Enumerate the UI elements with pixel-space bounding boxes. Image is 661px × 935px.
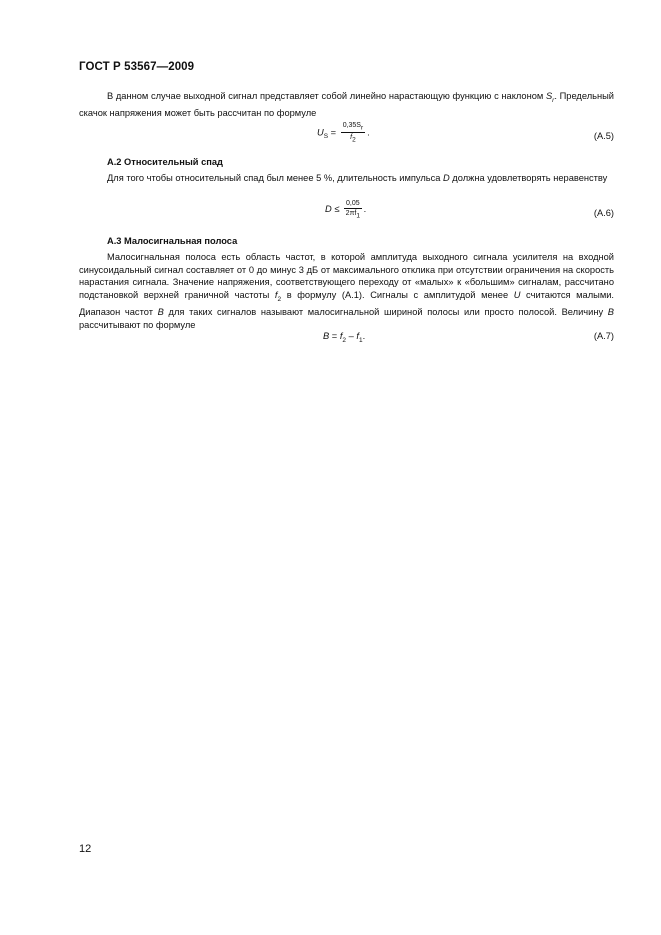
section-heading-a2: А.2 Относительный спад — [107, 157, 223, 167]
paragraph-a2: Для того чтобы относительный спад был менее 5 %, длительность импульса D должна удовлетворять неравенству — [107, 173, 608, 183]
formula-a6-label: (A.6) — [593, 208, 614, 218]
paragraph-a1-intro: В данном случае выходной сигнал представляет собой линейно нарастающую функцию с наклоном $S_r$. Предельный скачок напряжения может быть рассчитан по формуле — [79, 91, 614, 119]
formula-a7: $B = f_2 - f_1$. — [323, 331, 366, 344]
formula-a5-label: (A.5) — [593, 131, 614, 141]
formula-a5: $U_S$ = $\frac{0,35S_r}{f_2}$ . — [317, 122, 370, 144]
section-heading-a3: А.3 Малосигнальная полоса — [107, 236, 238, 246]
page-number: 12 — [79, 843, 92, 855]
paragraph-a3: Малосигнальная полоса есть область частот, в которой амплитуда выходного сигнала усилителя на входной синусоидальный сигнал составляет от 0 до минус 3 дБ от максимального отклика при отсутствии ограничения на скорость нарастания сигнала. Значение напряжения, соответствующего переходу от «малых» к «большим» сигналам, рассчитано подстановкой верхней граничной частоты $f_2$ в формулу (А.1). Сигналы с амплитудой менее U считаются малыми. Диапазон частот B для таких сигналов называют малосигнальной шириной полосы или просто полосой. Величину B рассчитывают по формуле — [79, 252, 615, 330]
formula-a6: D ≤ $\frac{0,05}{2\pi f_1}$ . — [325, 200, 367, 220]
document-header: ГОСТ Р 53567—2009 — [79, 61, 195, 73]
formula-a7-label: (A.7) — [593, 331, 614, 341]
